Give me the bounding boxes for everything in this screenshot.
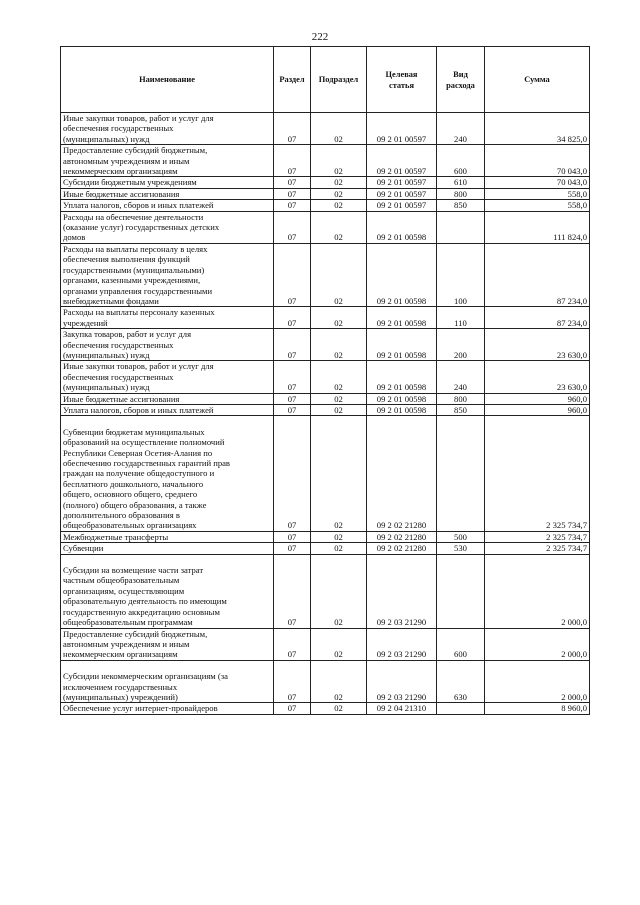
table-row — [61, 703, 590, 714]
row-type: 850 — [437, 404, 485, 415]
table-row — [61, 188, 590, 199]
row-subsection: 02 — [311, 113, 367, 145]
row-subsection: 02 — [311, 188, 367, 199]
row-name: Уплата налогов, сборов и иных платежей — [61, 200, 274, 211]
row-name: Закупка товаров, работ и услуг для обеспечения государственных (муниципальных) нужд — [61, 329, 274, 361]
row-amount: 960,0 — [485, 404, 590, 415]
row-subsection: 02 — [311, 660, 367, 703]
row-type — [437, 211, 485, 243]
row-target: 09 2 01 00598 — [367, 243, 437, 306]
row-amount: 34 825,0 — [485, 113, 590, 145]
header-section: Раздел — [274, 47, 311, 113]
row-section: 07 — [274, 554, 311, 628]
row-name: Субсидии бюджетным учреждениям — [61, 177, 274, 188]
row-subsection: 02 — [311, 554, 367, 628]
row-name: Расходы на выплаты персоналу в целях обеспечения выполнения функций государственными (муниципальными) органами, казенными учреждениями, органами управления государственными внебюджетными фондами — [61, 243, 274, 306]
row-name: Субсидии некоммерческим организациям (за исключением государственных (муниципальных) учреждений) — [61, 660, 274, 703]
row-type — [437, 554, 485, 628]
row-type: 100 — [437, 243, 485, 306]
row-type: 110 — [437, 307, 485, 329]
row-target: 09 2 01 00598 — [367, 404, 437, 415]
row-type: 530 — [437, 543, 485, 554]
row-subsection: 02 — [311, 628, 367, 660]
row-type: 500 — [437, 531, 485, 542]
row-name: Иные закупки товаров, работ и услуг для обеспечения государственных (муниципальных) нужд — [61, 361, 274, 393]
row-target: 09 2 01 00597 — [367, 200, 437, 211]
row-name: Иные бюджетные ассигнования — [61, 393, 274, 404]
row-name: Обеспечение услуг интернет-провайдеров — [61, 703, 274, 714]
table-row — [61, 554, 590, 628]
row-section: 07 — [274, 660, 311, 703]
row-target: 09 2 03 21290 — [367, 628, 437, 660]
table-row — [61, 211, 590, 243]
row-amount: 2 000,0 — [485, 554, 590, 628]
row-section: 07 — [274, 531, 311, 542]
header-name: Наименование — [61, 47, 274, 113]
row-subsection: 02 — [311, 243, 367, 306]
row-name: Предоставление субсидий бюджетным, автономным учреждениям и иным некоммерческим организациям — [61, 628, 274, 660]
row-subsection: 02 — [311, 361, 367, 393]
row-section: 07 — [274, 307, 311, 329]
row-amount: 960,0 — [485, 393, 590, 404]
table-row — [61, 531, 590, 542]
row-name: Предоставление субсидий бюджетным, автономным учреждениям и иным некоммерческим организациям — [61, 145, 274, 177]
row-amount: 23 630,0 — [485, 361, 590, 393]
row-target: 09 2 03 21290 — [367, 660, 437, 703]
row-section: 07 — [274, 113, 311, 145]
row-type: 630 — [437, 660, 485, 703]
row-amount: 87 234,0 — [485, 307, 590, 329]
row-section: 07 — [274, 177, 311, 188]
row-section: 07 — [274, 188, 311, 199]
row-type: 240 — [437, 113, 485, 145]
row-section: 07 — [274, 243, 311, 306]
row-section: 07 — [274, 329, 311, 361]
row-type: 850 — [437, 200, 485, 211]
row-target: 09 2 04 21310 — [367, 703, 437, 714]
row-section: 07 — [274, 361, 311, 393]
row-target: 09 2 02 21280 — [367, 416, 437, 531]
row-amount: 2 325 734,7 — [485, 543, 590, 554]
row-target: 09 2 02 21280 — [367, 531, 437, 542]
row-name: Иные бюджетные ассигнования — [61, 188, 274, 199]
row-name: Расходы на выплаты персоналу казенных учреждений — [61, 307, 274, 329]
row-type — [437, 703, 485, 714]
row-subsection: 02 — [311, 200, 367, 211]
row-target: 09 2 01 00597 — [367, 145, 437, 177]
row-amount: 2 325 734,7 — [485, 531, 590, 542]
table-row — [61, 416, 590, 531]
row-name: Уплата налогов, сборов и иных платежей — [61, 404, 274, 415]
row-name: Расходы на обеспечение деятельности (оказание услуг) государственных детских домов — [61, 211, 274, 243]
table-row — [61, 329, 590, 361]
table-header-row — [61, 47, 590, 113]
row-amount: 558,0 — [485, 188, 590, 199]
row-target: 09 2 01 00597 — [367, 177, 437, 188]
row-amount: 23 630,0 — [485, 329, 590, 361]
table-row — [61, 307, 590, 329]
row-type: 240 — [437, 361, 485, 393]
row-amount: 558,0 — [485, 200, 590, 211]
row-subsection: 02 — [311, 145, 367, 177]
row-target: 09 2 02 21280 — [367, 543, 437, 554]
row-amount: 8 960,0 — [485, 703, 590, 714]
row-type: 800 — [437, 188, 485, 199]
table-row — [61, 243, 590, 306]
row-target: 09 2 01 00598 — [367, 307, 437, 329]
row-name: Иные закупки товаров, работ и услуг для обеспечения государственных (муниципальных) нужд — [61, 113, 274, 145]
row-target: 09 2 03 21290 — [367, 554, 437, 628]
table-row — [61, 543, 590, 554]
row-name: Субсидии на возмещение части затрат частным общеобразовательным организациям, осуществляющим образовательную деятельность по имеющим государственную аккредитацию основным общеобразовательным программам — [61, 554, 274, 628]
header-type: Вид расхода — [437, 47, 485, 113]
row-subsection: 02 — [311, 543, 367, 554]
table-row — [61, 404, 590, 415]
row-target: 09 2 01 00598 — [367, 211, 437, 243]
row-target: 09 2 01 00598 — [367, 329, 437, 361]
row-section: 07 — [274, 404, 311, 415]
table-row — [61, 177, 590, 188]
row-target: 09 2 01 00598 — [367, 393, 437, 404]
row-subsection: 02 — [311, 211, 367, 243]
table-row — [61, 628, 590, 660]
header-amount: Сумма — [485, 47, 590, 113]
row-section: 07 — [274, 543, 311, 554]
row-amount: 2 000,0 — [485, 628, 590, 660]
row-amount: 70 043,0 — [485, 145, 590, 177]
row-type — [437, 416, 485, 531]
row-subsection: 02 — [311, 307, 367, 329]
row-name: Межбюджетные трансферты — [61, 531, 274, 542]
row-section: 07 — [274, 416, 311, 531]
row-type: 600 — [437, 145, 485, 177]
row-name: Субвенции — [61, 543, 274, 554]
page-number: 222 — [311, 31, 329, 43]
row-subsection: 02 — [311, 703, 367, 714]
row-subsection: 02 — [311, 416, 367, 531]
header-subsection: Подраздел — [311, 47, 367, 113]
table-row — [61, 145, 590, 177]
row-subsection: 02 — [311, 404, 367, 415]
row-type: 610 — [437, 177, 485, 188]
row-section: 07 — [274, 393, 311, 404]
row-subsection: 02 — [311, 177, 367, 188]
row-section: 07 — [274, 145, 311, 177]
row-target: 09 2 01 00598 — [367, 361, 437, 393]
row-amount: 111 824,0 — [485, 211, 590, 243]
row-amount: 2 000,0 — [485, 660, 590, 703]
row-subsection: 02 — [311, 329, 367, 361]
row-type: 800 — [437, 393, 485, 404]
row-amount: 2 325 734,7 — [485, 416, 590, 531]
table-row — [61, 393, 590, 404]
row-subsection: 02 — [311, 531, 367, 542]
row-amount: 70 043,0 — [485, 177, 590, 188]
row-type: 200 — [437, 329, 485, 361]
row-type: 600 — [437, 628, 485, 660]
row-target: 09 2 01 00597 — [367, 113, 437, 145]
row-name: Субвенции бюджетам муниципальных образований на осуществление полномочий Республики Северная Осетия-Алания по обеспечению государственных гарантий прав граждан на получение общедоступного и бесплатного дошкольного, начального общего, основного общего, среднего (полного) общего образования, а также дополнительного образования в общеобразовательных организациях — [61, 416, 274, 531]
row-section: 07 — [274, 703, 311, 714]
row-amount: 87 234,0 — [485, 243, 590, 306]
table-row — [61, 200, 590, 211]
header-target: Целевая статья — [367, 47, 437, 113]
budget-table — [60, 46, 590, 715]
row-section: 07 — [274, 211, 311, 243]
table-row — [61, 660, 590, 703]
row-section: 07 — [274, 628, 311, 660]
table-row — [61, 113, 590, 145]
row-target: 09 2 01 00597 — [367, 188, 437, 199]
table-row — [61, 361, 590, 393]
row-subsection: 02 — [311, 393, 367, 404]
row-section: 07 — [274, 200, 311, 211]
